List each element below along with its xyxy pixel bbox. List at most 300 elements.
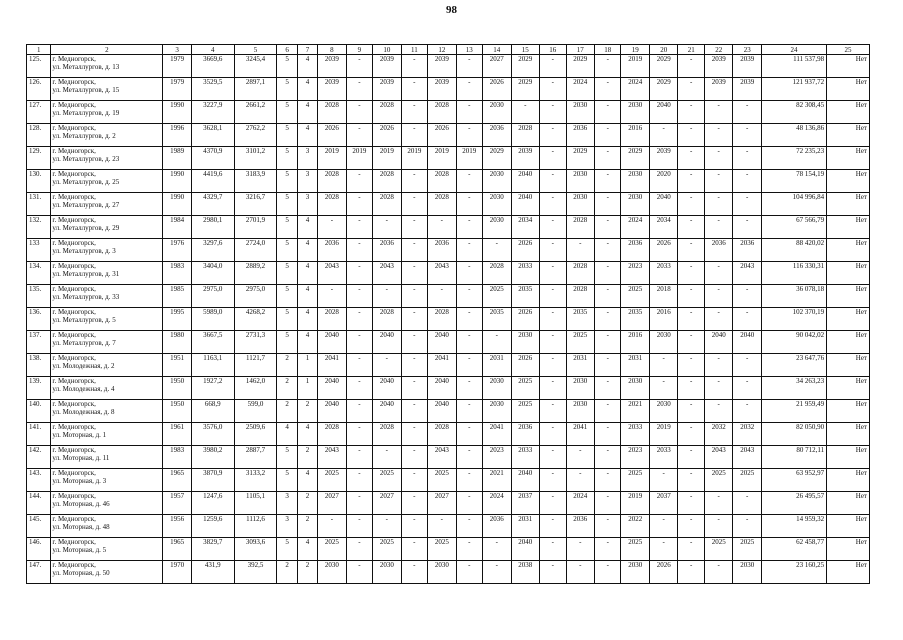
table-cell: -: [704, 147, 733, 170]
table-cell: 1950: [163, 377, 192, 400]
table-cell: 4268,2: [234, 308, 277, 331]
header-row: [27, 45, 870, 55]
table-cell: -: [540, 377, 566, 400]
table-cell: -: [483, 239, 512, 262]
table-cell: 2019: [373, 147, 402, 170]
table-cell: 2033: [511, 262, 540, 285]
table-cell: -: [540, 561, 566, 584]
table-cell: -: [401, 377, 427, 400]
table-cell: 102 370,19: [761, 308, 826, 331]
table-cell: 3101,2: [234, 147, 277, 170]
column-header: 9: [346, 45, 372, 55]
table-cell: -: [456, 354, 482, 377]
table-cell: -: [401, 561, 427, 584]
table-cell: 23 647,76: [761, 354, 826, 377]
table-cell: -: [678, 262, 704, 285]
table-cell: 2030: [318, 561, 347, 584]
table-cell: 2019: [428, 147, 457, 170]
table-cell: 2030: [566, 170, 595, 193]
table-cell: 2030: [621, 561, 650, 584]
address-cell: г. Медногорск, ул. Металлургов, д. 13: [51, 55, 163, 78]
table-row: [27, 354, 870, 377]
table-cell: 2025: [704, 469, 733, 492]
address-cell: г. Медногорск, ул. Моторная, д. 11: [51, 446, 163, 469]
table-cell: 80 712,11: [761, 446, 826, 469]
address-cell: г. Медногорск, ул. Металлургов, д. 2: [51, 124, 163, 147]
table-cell: 2029: [649, 78, 678, 101]
table-cell: Нет: [827, 262, 870, 285]
table-cell: -: [678, 423, 704, 446]
column-header: 8: [318, 45, 347, 55]
table-cell: 2028: [318, 170, 347, 193]
table-cell: 2701,9: [234, 216, 277, 239]
table-cell: 1112,6: [234, 515, 277, 538]
table-cell: 2030: [483, 400, 512, 423]
table-cell: -: [346, 78, 372, 101]
table-cell: Нет: [827, 239, 870, 262]
table-cell: 2027: [428, 492, 457, 515]
page-number: 98: [446, 4, 457, 16]
table-row: [27, 469, 870, 492]
table-cell: 2040: [511, 538, 540, 561]
table-cell: -: [540, 124, 566, 147]
table-cell: -: [401, 515, 427, 538]
table-cell: 36 078,18: [761, 285, 826, 308]
table-cell: -: [595, 101, 621, 124]
table-cell: 2025: [428, 469, 457, 492]
table-cell: 1965: [163, 469, 192, 492]
table-cell: 2016: [621, 124, 650, 147]
table-cell: Нет: [827, 124, 870, 147]
table-cell: 2030: [483, 193, 512, 216]
table-row: [27, 331, 870, 354]
table-cell: 3: [297, 193, 317, 216]
table-cell: 4419,6: [191, 170, 234, 193]
table-cell: -: [678, 561, 704, 584]
table-cell: 4329,7: [191, 193, 234, 216]
address-cell: г. Медногорск, ул. Молодежная, д. 2: [51, 354, 163, 377]
row-number: 138.: [27, 354, 51, 377]
table-cell: 2036: [704, 239, 733, 262]
table-cell: 67 566,79: [761, 216, 826, 239]
table-cell: 4: [297, 124, 317, 147]
table-cell: -: [678, 538, 704, 561]
table-cell: 2025: [621, 469, 650, 492]
table-cell: 48 136,86: [761, 124, 826, 147]
row-number: 139.: [27, 377, 51, 400]
address-cell: г. Медногорск, ул. Металлургов, д. 3: [51, 239, 163, 262]
table-cell: -: [540, 331, 566, 354]
table-cell: 4: [297, 55, 317, 78]
table-cell: 1259,6: [191, 515, 234, 538]
table-cell: -: [456, 331, 482, 354]
table-cell: 2028: [428, 423, 457, 446]
table-cell: -: [678, 216, 704, 239]
table-cell: 2043: [428, 262, 457, 285]
table-cell: -: [566, 561, 595, 584]
row-number: 133: [27, 239, 51, 262]
table-cell: 2027: [483, 55, 512, 78]
table-cell: -: [595, 354, 621, 377]
table-cell: 2043: [428, 446, 457, 469]
table-cell: -: [540, 446, 566, 469]
row-number: 144.: [27, 492, 51, 515]
table-cell: 2724,0: [234, 239, 277, 262]
table-cell: -: [456, 124, 482, 147]
table-cell: 2039: [704, 78, 733, 101]
table-cell: 2025: [733, 538, 762, 561]
table-cell: 2040: [511, 193, 540, 216]
table-cell: 2043: [318, 262, 347, 285]
table-cell: 2661,2: [234, 101, 277, 124]
table-cell: -: [346, 193, 372, 216]
table-cell: 2019: [456, 147, 482, 170]
table-cell: -: [401, 331, 427, 354]
table-cell: -: [678, 492, 704, 515]
table-cell: 5: [277, 239, 297, 262]
column-header: 15: [511, 45, 540, 55]
table-cell: 2029: [649, 55, 678, 78]
table-cell: -: [678, 400, 704, 423]
table-cell: -: [678, 331, 704, 354]
table-cell: Нет: [827, 285, 870, 308]
table-cell: 4: [297, 469, 317, 492]
table-cell: Нет: [827, 193, 870, 216]
table-cell: 2: [297, 446, 317, 469]
row-number: 131.: [27, 193, 51, 216]
table-cell: 1980: [163, 331, 192, 354]
table-cell: 2031: [566, 354, 595, 377]
table-row: [27, 492, 870, 515]
column-header: 6: [277, 45, 297, 55]
table-row: [27, 400, 870, 423]
table-row: [27, 101, 870, 124]
table-cell: 2039: [428, 78, 457, 101]
table-cell: -: [456, 446, 482, 469]
address-cell: г. Медногорск, ул. Моторная, д. 46: [51, 492, 163, 515]
table-cell: -: [456, 400, 482, 423]
table-cell: 2028: [373, 101, 402, 124]
table-row: [27, 55, 870, 78]
table-cell: 2039: [373, 55, 402, 78]
table-cell: 2028: [428, 193, 457, 216]
table-cell: -: [456, 285, 482, 308]
table-cell: 82 308,45: [761, 101, 826, 124]
table-cell: Нет: [827, 78, 870, 101]
table-cell: 392,5: [234, 561, 277, 584]
table-cell: 121 937,72: [761, 78, 826, 101]
table-cell: 34 263,23: [761, 377, 826, 400]
table-cell: 5: [277, 78, 297, 101]
table-cell: -: [456, 216, 482, 239]
table-cell: -: [678, 124, 704, 147]
table-cell: -: [373, 446, 402, 469]
table-row: [27, 538, 870, 561]
table-cell: 2028: [428, 101, 457, 124]
table-cell: -: [566, 239, 595, 262]
table-cell: 3183,9: [234, 170, 277, 193]
table-cell: 2028: [373, 423, 402, 446]
table-cell: -: [401, 446, 427, 469]
table-cell: -: [428, 285, 457, 308]
table-cell: 1983: [163, 446, 192, 469]
table-row: [27, 239, 870, 262]
table-cell: 2036: [511, 423, 540, 446]
table-cell: 3216,7: [234, 193, 277, 216]
column-header: 10: [373, 45, 402, 55]
address-cell: г. Медногорск, ул. Металлургов, д. 23: [51, 147, 163, 170]
table-cell: -: [704, 354, 733, 377]
table-cell: 63 952,97: [761, 469, 826, 492]
table-cell: -: [346, 124, 372, 147]
table-cell: 2029: [566, 55, 595, 78]
table-cell: 2016: [621, 331, 650, 354]
table-cell: -: [456, 101, 482, 124]
table-cell: 5: [277, 170, 297, 193]
table-cell: 14 959,32: [761, 515, 826, 538]
address-cell: г. Медногорск, ул. Молодежная, д. 4: [51, 377, 163, 400]
table-cell: 1996: [163, 124, 192, 147]
table-cell: -: [373, 216, 402, 239]
table-cell: 2033: [649, 262, 678, 285]
address-cell: г. Медногорск, ул. Моторная, д. 50: [51, 561, 163, 584]
table-cell: -: [595, 515, 621, 538]
table-cell: 2039: [318, 55, 347, 78]
table-cell: -: [540, 55, 566, 78]
column-header: 4: [191, 45, 234, 55]
column-header: 23: [733, 45, 762, 55]
table-cell: -: [401, 469, 427, 492]
table-cell: 2039: [704, 55, 733, 78]
table-cell: -: [346, 354, 372, 377]
table-cell: 2026: [511, 354, 540, 377]
table-cell: -: [595, 55, 621, 78]
table-cell: 2030: [733, 561, 762, 584]
table-cell: -: [595, 331, 621, 354]
table-cell: 2039: [428, 55, 457, 78]
table-cell: 2030: [649, 331, 678, 354]
table-cell: -: [595, 469, 621, 492]
table-cell: 2036: [733, 239, 762, 262]
table-cell: 2038: [511, 561, 540, 584]
table-cell: 2023: [621, 446, 650, 469]
table-cell: 2: [297, 515, 317, 538]
table-cell: 2028: [566, 262, 595, 285]
row-number: 137.: [27, 331, 51, 354]
row-number: 129.: [27, 147, 51, 170]
table-cell: 2036: [483, 515, 512, 538]
table-cell: 2762,2: [234, 124, 277, 147]
table-cell: Нет: [827, 147, 870, 170]
table-cell: 2897,1: [234, 78, 277, 101]
table-cell: -: [540, 492, 566, 515]
table-cell: -: [401, 423, 427, 446]
table-cell: -: [595, 538, 621, 561]
table-cell: 2889,2: [234, 262, 277, 285]
table-cell: 2039: [733, 55, 762, 78]
table-row: [27, 193, 870, 216]
table-cell: -: [346, 308, 372, 331]
table-cell: 2025: [621, 285, 650, 308]
table-cell: 2036: [621, 239, 650, 262]
table-cell: 2021: [621, 400, 650, 423]
table-cell: -: [540, 423, 566, 446]
table-cell: 2039: [318, 78, 347, 101]
table-cell: -: [401, 239, 427, 262]
table-cell: 3667,5: [191, 331, 234, 354]
table-cell: -: [346, 55, 372, 78]
address-cell: г. Медногорск, ул. Моторная, д. 5: [51, 538, 163, 561]
table-cell: -: [678, 377, 704, 400]
column-header: 14: [483, 45, 512, 55]
table-cell: 2043: [704, 446, 733, 469]
table-cell: -: [540, 147, 566, 170]
table-row: [27, 147, 870, 170]
table-cell: -: [678, 515, 704, 538]
table-cell: 4: [297, 331, 317, 354]
address-cell: г. Медногорск, ул. Моторная, д. 48: [51, 515, 163, 538]
table-cell: 3: [297, 147, 317, 170]
table-cell: 2030: [373, 561, 402, 584]
table-cell: -: [649, 538, 678, 561]
table-cell: -: [456, 538, 482, 561]
table-cell: 1976: [163, 239, 192, 262]
table-cell: 2036: [566, 124, 595, 147]
table-cell: 1: [297, 354, 317, 377]
table-cell: -: [346, 170, 372, 193]
address-cell: г. Медногорск, ул. Моторная, д. 3: [51, 469, 163, 492]
table-cell: 82 050,90: [761, 423, 826, 446]
table-cell: 3669,6: [191, 55, 234, 78]
address-cell: г. Медногорск, ул. Металлургов, д. 15: [51, 78, 163, 101]
table-cell: -: [733, 308, 762, 331]
table-cell: 4370,9: [191, 147, 234, 170]
table-cell: 5: [277, 55, 297, 78]
table-cell: Нет: [827, 55, 870, 78]
table-cell: -: [704, 515, 733, 538]
table-cell: 2040: [373, 331, 402, 354]
table-cell: 3529,5: [191, 78, 234, 101]
table-cell: 2029: [511, 78, 540, 101]
table-cell: 2019: [621, 55, 650, 78]
table-cell: 2029: [483, 147, 512, 170]
table-cell: -: [649, 124, 678, 147]
table-cell: -: [566, 469, 595, 492]
table-cell: -: [733, 377, 762, 400]
table-cell: 2: [277, 561, 297, 584]
row-number: 141.: [27, 423, 51, 446]
column-header: 18: [595, 45, 621, 55]
table-row: [27, 377, 870, 400]
table-cell: 2030: [511, 331, 540, 354]
table-cell: 5: [277, 101, 297, 124]
table-cell: -: [456, 469, 482, 492]
table-cell: -: [456, 561, 482, 584]
table-cell: -: [456, 262, 482, 285]
table-cell: -: [678, 147, 704, 170]
table-cell: -: [346, 423, 372, 446]
table-cell: -: [401, 400, 427, 423]
table-cell: 5: [277, 147, 297, 170]
table-body: [27, 55, 870, 584]
table-cell: 2026: [511, 308, 540, 331]
table-cell: 2039: [733, 78, 762, 101]
table-cell: 1970: [163, 561, 192, 584]
table-cell: Нет: [827, 354, 870, 377]
table-cell: 5: [277, 308, 297, 331]
table-row: [27, 285, 870, 308]
table-cell: 2039: [649, 147, 678, 170]
table-cell: -: [401, 492, 427, 515]
table-cell: 2028: [373, 170, 402, 193]
table-cell: 2041: [483, 423, 512, 446]
table-cell: 2: [297, 400, 317, 423]
table-cell: 1951: [163, 354, 192, 377]
table-cell: -: [428, 515, 457, 538]
address-cell: г. Медногорск, ул. Металлургов, д. 27: [51, 193, 163, 216]
table-cell: -: [540, 216, 566, 239]
row-number: 126.: [27, 78, 51, 101]
table-cell: 2028: [318, 423, 347, 446]
column-header: 16: [540, 45, 566, 55]
table-cell: -: [704, 400, 733, 423]
row-number: 147.: [27, 561, 51, 584]
table-cell: 3404,0: [191, 262, 234, 285]
table-cell: Нет: [827, 308, 870, 331]
table-cell: -: [678, 239, 704, 262]
table-cell: 2034: [649, 216, 678, 239]
table-cell: -: [318, 515, 347, 538]
table-cell: 3576,0: [191, 423, 234, 446]
table-cell: 2040: [318, 400, 347, 423]
table-cell: 3: [277, 492, 297, 515]
table-cell: 2036: [483, 124, 512, 147]
table-cell: 1163,1: [191, 354, 234, 377]
table-cell: 2026: [373, 124, 402, 147]
table-cell: -: [595, 308, 621, 331]
table-cell: -: [733, 124, 762, 147]
table-cell: 2040: [373, 377, 402, 400]
table-cell: 2: [277, 377, 297, 400]
row-number: 128.: [27, 124, 51, 147]
table-cell: -: [456, 239, 482, 262]
table-cell: -: [456, 423, 482, 446]
housing-table: [26, 44, 870, 584]
table-cell: -: [678, 170, 704, 193]
table-cell: 2040: [428, 377, 457, 400]
table-cell: -: [346, 492, 372, 515]
address-cell: г. Медногорск, ул. Металлургов, д. 31: [51, 262, 163, 285]
table-cell: 3829,7: [191, 538, 234, 561]
table-cell: 2026: [649, 561, 678, 584]
table-cell: 21 959,49: [761, 400, 826, 423]
row-number: 125.: [27, 55, 51, 78]
table-cell: 2030: [566, 377, 595, 400]
table-cell: 2037: [649, 492, 678, 515]
table-cell: 1985: [163, 285, 192, 308]
table-cell: 2030: [483, 101, 512, 124]
table-cell: 5: [277, 262, 297, 285]
table-cell: 1995: [163, 308, 192, 331]
table-cell: -: [346, 216, 372, 239]
table-cell: -: [733, 216, 762, 239]
table-cell: 5: [277, 216, 297, 239]
table-cell: -: [595, 285, 621, 308]
column-header: 22: [704, 45, 733, 55]
table-cell: 2030: [621, 193, 650, 216]
address-cell: г. Медногорск, ул. Металлургов, д. 33: [51, 285, 163, 308]
table-cell: -: [318, 285, 347, 308]
